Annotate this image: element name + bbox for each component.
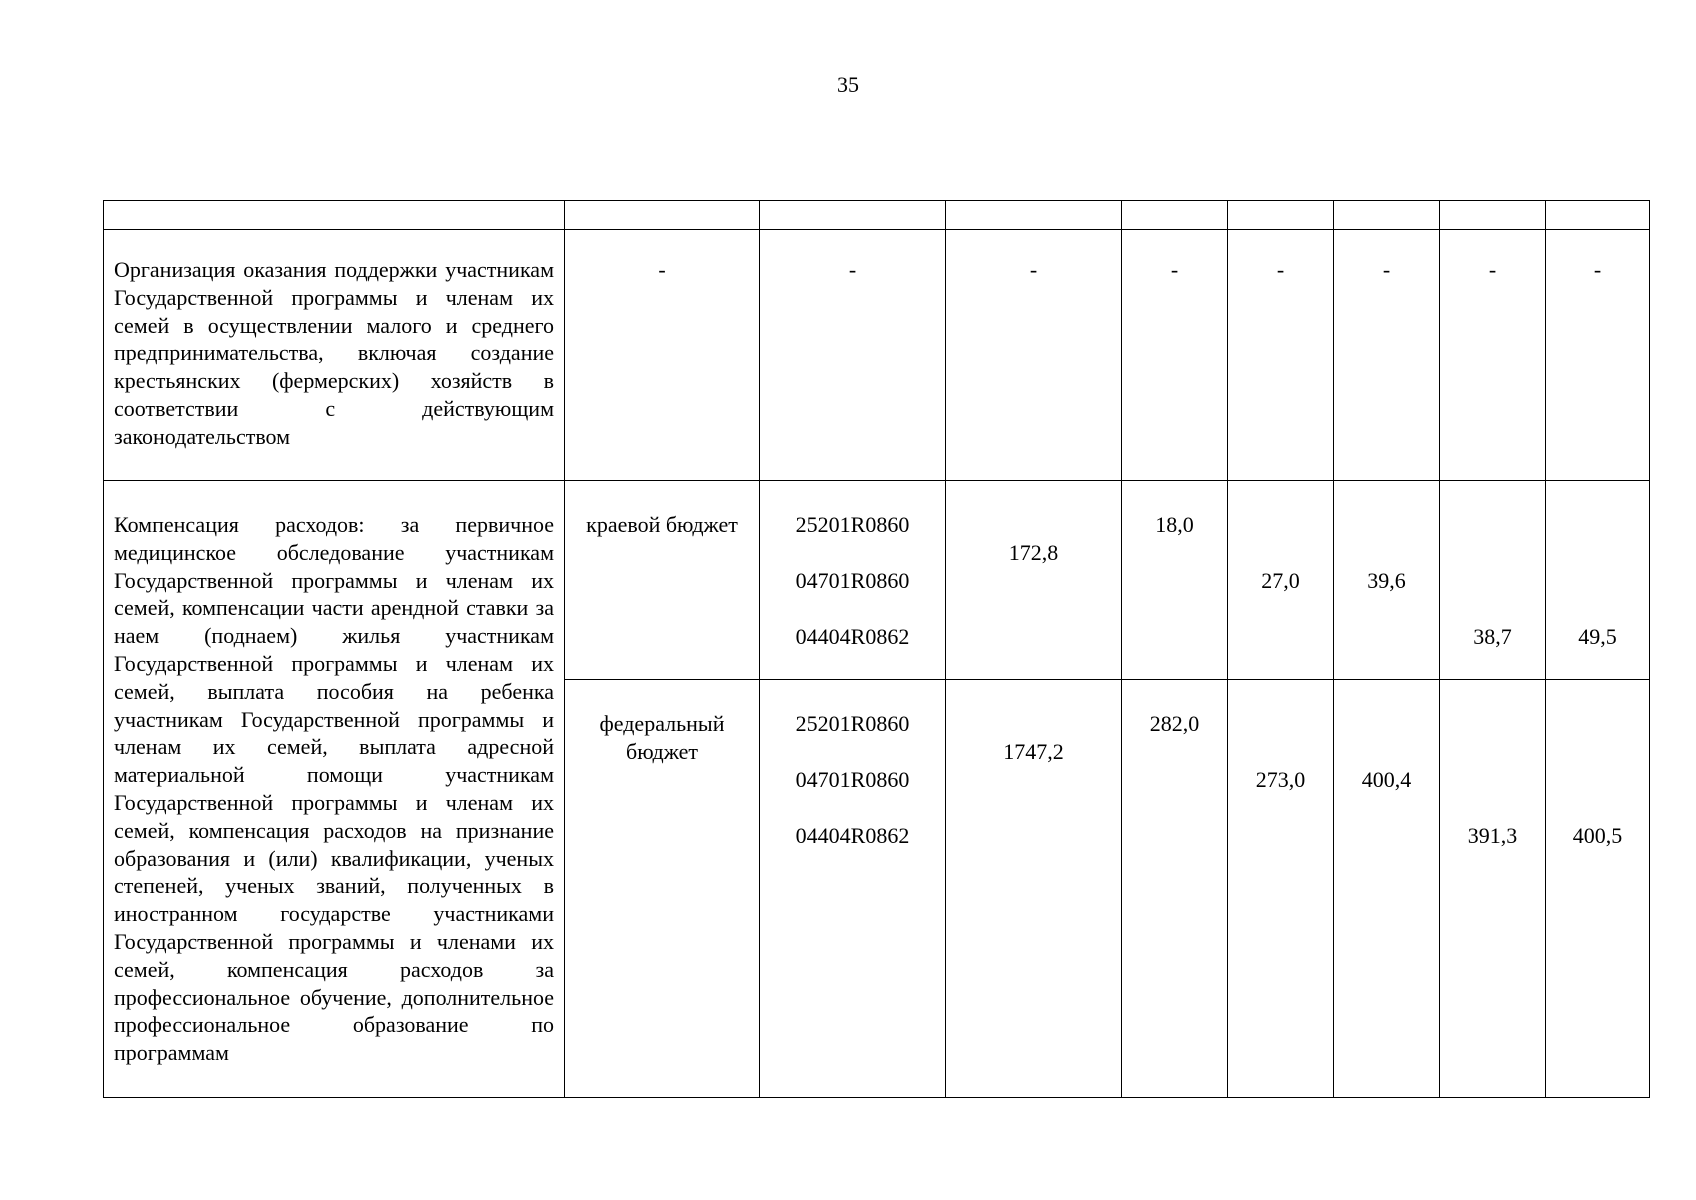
header-cell: [1546, 201, 1650, 230]
header-cell: [1440, 201, 1546, 230]
dash-value: -: [1276, 257, 1285, 282]
dash-cell: [1122, 230, 1228, 481]
year-value: 391,3: [1467, 823, 1518, 848]
header-cell: [1228, 201, 1334, 230]
header-cell: [946, 201, 1122, 230]
budget-source-cell: [565, 680, 760, 1098]
dash-cell: [1546, 230, 1650, 481]
year-cell: [1228, 481, 1334, 680]
budget-code: 25201R0860: [795, 512, 910, 537]
budget-code: 04404R0862: [795, 624, 910, 649]
table-row-regional-budget: [104, 481, 1650, 680]
total-value: 1747,2: [1003, 739, 1064, 764]
year-value: 400,5: [1572, 823, 1623, 848]
year-cell: [1440, 680, 1546, 1098]
budget-code: 04701R0860: [795, 568, 910, 593]
codes-cell: [760, 481, 946, 680]
dash-cell: [946, 230, 1122, 481]
budget-source-cell: [565, 481, 760, 680]
year-cell: [1546, 680, 1650, 1098]
year-cell: [1228, 680, 1334, 1098]
dash-cell: [1334, 230, 1440, 481]
total-value: 172,8: [1008, 540, 1059, 565]
dash-cell: [1440, 230, 1546, 481]
budget-code: 04404R0862: [795, 823, 910, 848]
year-value: 38,7: [1473, 624, 1512, 649]
budget-table: [103, 200, 1650, 1098]
header-cell: [565, 201, 760, 230]
year-value: 273,0: [1255, 767, 1306, 792]
header-cell: [760, 201, 946, 230]
row-description-cell: [104, 230, 565, 481]
table-header-row: [104, 201, 1650, 230]
total-cell: [946, 680, 1122, 1098]
year-value: 39,6: [1367, 568, 1406, 593]
row-description: Компенсация расходов: за первичное медицинское обследование участникам Государственной программы и членам их семей, компенсации части арендной ставки за наем (поднаем) жилья участникам Государственной программы и членам их семей, выплата пособия на ребенка участникам Государственной программы и членам их семей, выплата адресной материальной помощи участникам Государственной программы и членам их семей, компенсация расходов на признание образования и (или) квалификации, ученых степеней, ученых званий, полученных в иностранном государстве участниками Государственной программы и членами их семей, компенсация расходов за профессиональное обучение, дополнительное профессиональное образование по программам: [114, 512, 554, 1066]
row-description: Организация оказания поддержки участникам Государственной программы и членам их семей в осуществлении малого и среднего предпринимательства, включая создание крестьянских (фермерских) хозяйств в соответствии с действующим законодательством: [114, 257, 554, 449]
header-cell: [1334, 201, 1440, 230]
dash-cell: [760, 230, 946, 481]
dash-cell: [1228, 230, 1334, 481]
year-cell: [1122, 481, 1228, 680]
year-value: 400,4: [1361, 767, 1412, 792]
dash-value: -: [848, 257, 857, 282]
dash-value: -: [1029, 257, 1038, 282]
year-cell: [1122, 680, 1228, 1098]
budget-code: 25201R0860: [795, 711, 910, 736]
year-value: 27,0: [1261, 568, 1300, 593]
row-description-cell: [104, 481, 565, 1098]
budget-code: 04701R0860: [795, 767, 910, 792]
year-cell: [1546, 481, 1650, 680]
codes-cell: [760, 680, 946, 1098]
budget-source: краевой бюджет: [586, 512, 738, 537]
total-cell: [946, 481, 1122, 680]
year-cell: [1334, 481, 1440, 680]
year-cell: [1440, 481, 1546, 680]
dash-value: -: [658, 257, 666, 282]
dash-value: -: [1382, 257, 1391, 282]
header-cell: [104, 201, 565, 230]
dash-value: -: [1488, 257, 1497, 282]
dash-cell: [565, 230, 760, 481]
page-number: 35: [837, 72, 859, 97]
year-value: 18,0: [1155, 512, 1194, 537]
table-row-organization: [104, 230, 1650, 481]
dash-value: -: [1593, 257, 1602, 282]
year-value: 49,5: [1578, 624, 1617, 649]
dash-value: -: [1170, 257, 1179, 282]
year-value: 282,0: [1149, 711, 1200, 736]
header-cell: [1122, 201, 1228, 230]
budget-source: федеральный бюджет: [599, 711, 725, 764]
year-cell: [1334, 680, 1440, 1098]
